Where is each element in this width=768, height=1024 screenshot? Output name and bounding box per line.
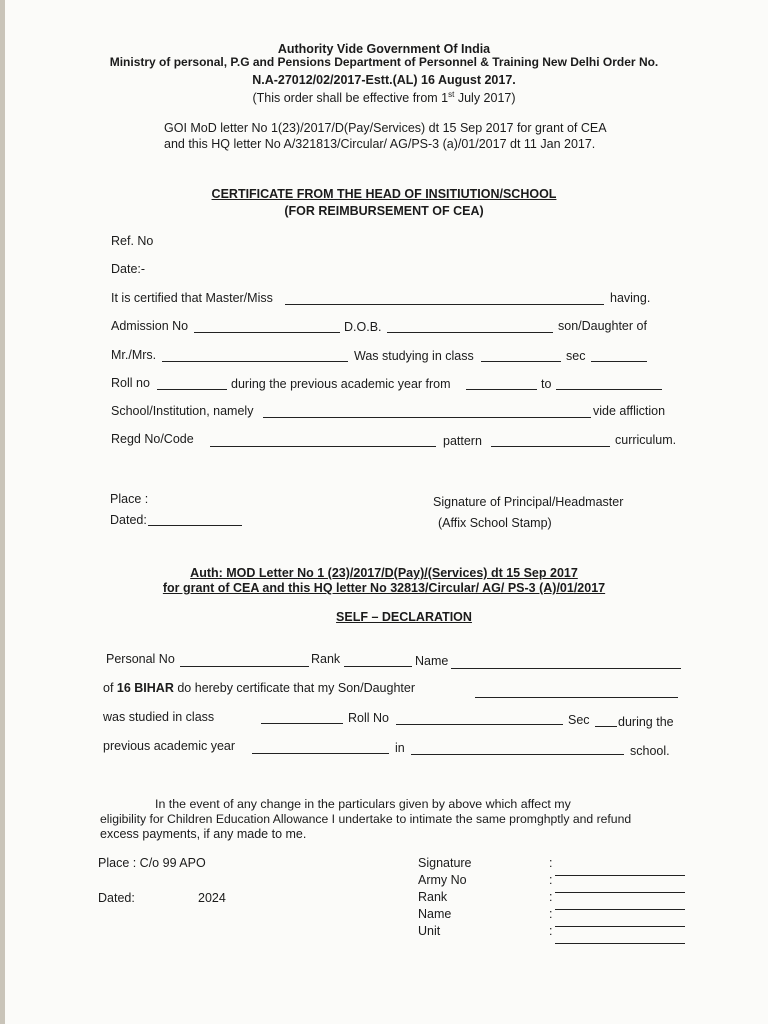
roll-no-line[interactable] — [157, 389, 227, 390]
undertaking-line2: eligibility for Children Education Allowance I undertake to intimate the same promghptly and refund — [100, 812, 632, 826]
dated-label: Dated: — [110, 513, 147, 527]
colon-mark: : — [549, 890, 553, 904]
son-daughter-of-label: son/Daughter of — [558, 319, 647, 333]
year-from-line[interactable] — [466, 389, 537, 390]
was-studied-label: was studied in class — [103, 710, 215, 724]
roll-no-decl-line[interactable] — [396, 724, 563, 725]
goi-letter-line1: GOI MoD letter No 1(23)/2017/D(Pay/Services) dt 15 Sep 2017 for grant of CEA — [164, 121, 607, 135]
ref-no-label: Ref. No — [111, 234, 154, 248]
year-to-line[interactable] — [556, 389, 662, 390]
pattern-line[interactable] — [491, 446, 610, 447]
certificate-subtitle: (FOR REIMBURSEMENT OF CEA) — [284, 204, 484, 218]
unit-declaration-text: of 16 BIHAR do hereby certificate that my Son/Daughter — [103, 681, 415, 695]
sec-label: sec — [566, 349, 586, 363]
page-edge-shadow — [0, 0, 5, 1024]
colon-mark: : — [549, 924, 553, 938]
place-decl-label: Place : C/o 99 APO — [98, 856, 206, 870]
curriculum-label: curriculum. — [615, 433, 677, 447]
army-no-field-line[interactable] — [555, 892, 685, 893]
sec-decl-line[interactable] — [595, 726, 617, 727]
rank-label: Rank — [311, 652, 341, 666]
academic-year-line[interactable] — [252, 753, 389, 754]
dob-line[interactable] — [387, 332, 553, 333]
goi-letter-line2: and this HQ letter No A/321813/Circular/ AG/PS-3 (a)/01/2017 dt 11 Jan 2017. — [164, 137, 596, 151]
prev-academic-year-label: previous academic year — [103, 739, 236, 753]
during-prev-year-label: during the previous academic year from — [231, 377, 451, 391]
certified-label: It is certified that Master/Miss — [111, 291, 273, 305]
during-the-label: during the — [618, 715, 674, 729]
principal-signature-label: Signature of Principal/Headmaster — [433, 495, 624, 509]
school-name-line[interactable] — [263, 417, 591, 418]
colon-mark: : — [549, 856, 553, 870]
header-authority: Authority Vide Government Of India — [277, 42, 491, 56]
personal-no-line[interactable] — [180, 666, 309, 667]
dated-decl-label: Dated: — [98, 891, 135, 905]
self-declaration-title: SELF – DECLARATION — [336, 610, 472, 624]
name-field-label: Name — [418, 907, 452, 921]
was-studying-label: Was studying in class — [354, 349, 474, 363]
dated-year-value: 2024 — [198, 891, 226, 905]
roll-no-label: Roll no — [111, 376, 150, 390]
parent-name-line[interactable] — [162, 361, 348, 362]
unit-field-label: Unit — [418, 924, 441, 938]
school-decl-line[interactable] — [411, 754, 624, 755]
studied-class-line[interactable] — [261, 723, 343, 724]
to-label: to — [541, 377, 552, 391]
signature-field-line[interactable] — [555, 875, 685, 876]
colon-mark: : — [549, 873, 553, 887]
dob-label: D.O.B. — [344, 320, 382, 334]
name-label: Name — [415, 654, 449, 668]
regd-no-line[interactable] — [210, 446, 436, 447]
having-label: having. — [610, 291, 651, 305]
signature-field-label: Signature — [418, 856, 472, 870]
auth-line1: Auth: MOD Letter No 1 (23)/2017/D(Pay)/(Services) dt 15 Sep 2017 — [190, 566, 578, 580]
unit-field-line[interactable] — [555, 943, 685, 944]
undertaking-line3: excess payments, if any made to me. — [100, 827, 307, 841]
rank-field-label: Rank — [418, 890, 448, 904]
name-line[interactable] — [451, 668, 681, 669]
vide-affliction-label: vide affliction — [593, 404, 666, 418]
header-effective-date: (This order shall be effective from 1st July 2017) — [252, 90, 516, 106]
sec-decl-label: Sec — [568, 713, 590, 727]
pattern-label: pattern — [443, 434, 482, 448]
personal-no-label: Personal No — [106, 652, 175, 666]
dated-line[interactable] — [148, 525, 242, 526]
school-label: school. — [630, 744, 670, 758]
student-name-line[interactable] — [285, 304, 604, 305]
certificate-title: CERTIFICATE FROM THE HEAD OF INSITIUTION/SCHOOL — [211, 187, 557, 201]
roll-no-decl-label: Roll No — [348, 711, 389, 725]
header-order-no: N.A-27012/02/2017-Estt.(AL) 16 August 2017. — [252, 73, 516, 87]
school-institution-label: School/Institution, namely — [111, 404, 254, 418]
in-label: in — [395, 741, 405, 755]
colon-mark: : — [549, 907, 553, 921]
undertaking-line1: In the event of any change in the particulars given by above which affect my — [155, 797, 571, 811]
rank-line[interactable] — [344, 666, 412, 667]
header-ministry: Ministry of personal, P.G and Pensions Department of Personnel & Training New Delhi Order No. — [109, 55, 659, 69]
class-line[interactable] — [481, 361, 561, 362]
rank-field-line[interactable] — [555, 909, 685, 910]
name-field-line[interactable] — [555, 926, 685, 927]
mr-mrs-label: Mr./Mrs. — [111, 348, 157, 362]
admission-no-line[interactable] — [194, 332, 340, 333]
army-no-field-label: Army No — [418, 873, 467, 887]
affix-stamp-label: (Affix School Stamp) — [438, 516, 552, 530]
child-name-line[interactable] — [475, 697, 678, 698]
regd-no-label: Regd No/Code — [111, 432, 194, 446]
auth-line2: for grant of CEA and this HQ letter No 32813/Circular/ AG/ PS-3 (A)/01/2017 — [162, 581, 606, 595]
admission-no-label: Admission No — [111, 319, 189, 333]
date-label: Date:- — [111, 262, 146, 276]
place-label: Place : — [110, 492, 149, 506]
sec-line[interactable] — [591, 361, 647, 362]
